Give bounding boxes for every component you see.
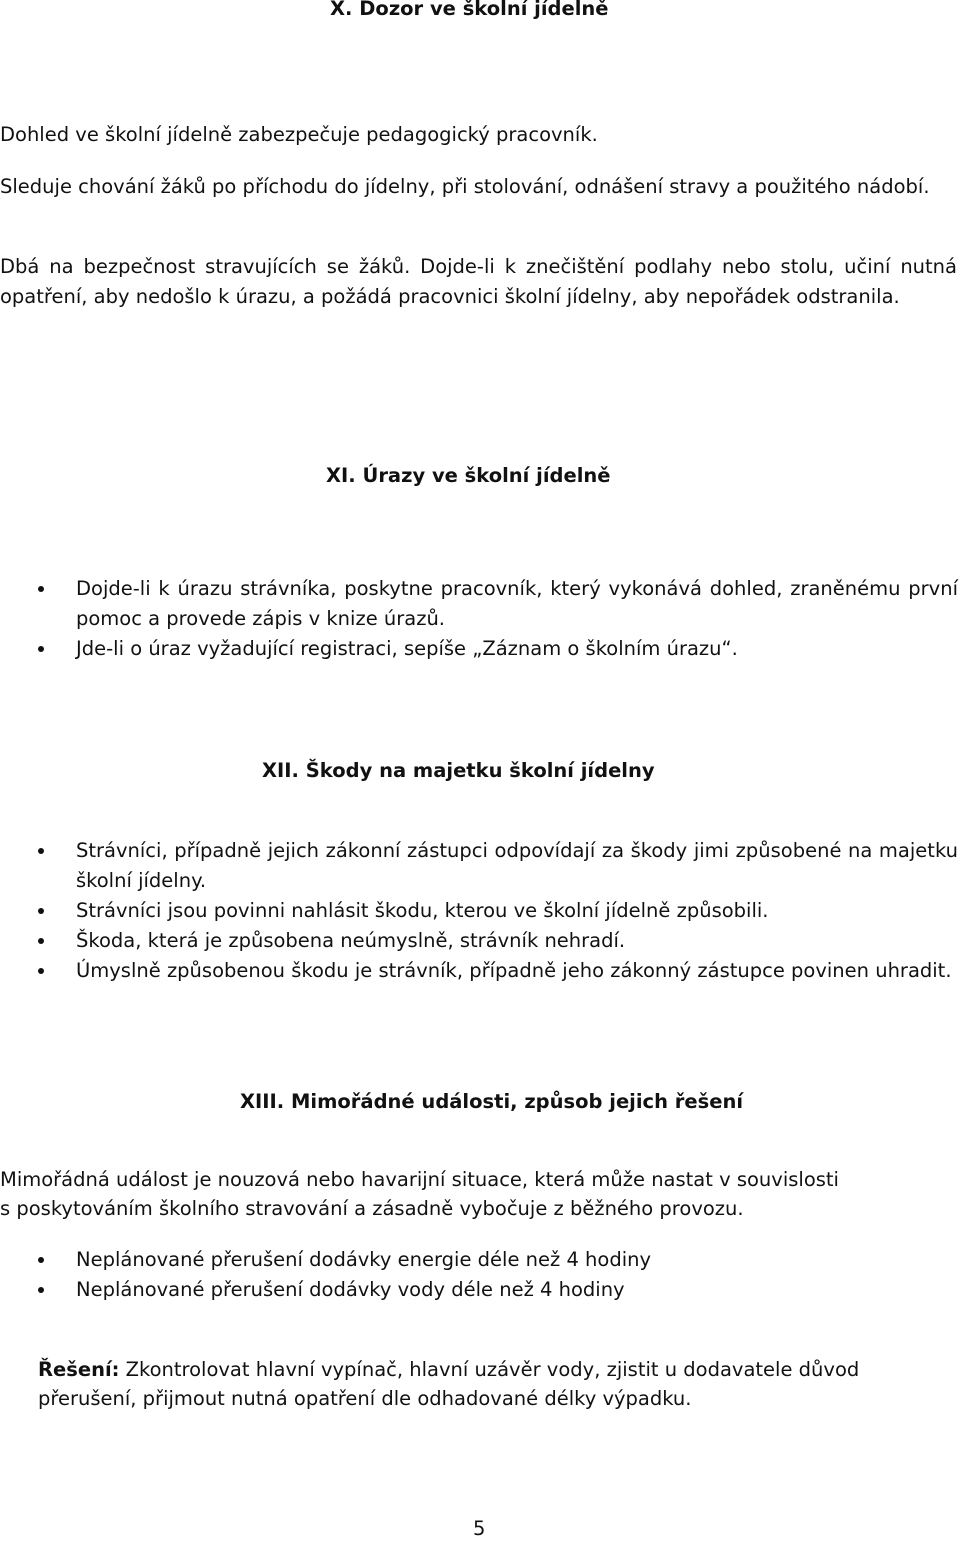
page-number: 5 [473, 1517, 486, 1540]
solution-line-1 [38, 1355, 859, 1385]
list-item [38, 896, 958, 926]
section-xi-bullet-list [38, 574, 958, 664]
list-item-text: Strávníci, případně jejich zákonní zástupci odpovídají za škody jimi způsobené na majetku školní jídelny. [76, 839, 958, 892]
section-x-title: X. Dozor ve školní jídelně [330, 0, 609, 20]
section-xiii-bullet-list [38, 1245, 958, 1305]
list-item [38, 956, 958, 986]
bullet-icon [38, 1287, 44, 1293]
list-item-text: Úmyslně způsobenou škodu je strávník, případně jeho zákonný zástupce povinen uhradit. [76, 959, 952, 982]
section-x-paragraph-2: Sleduje chování žáků po příchodu do jídelny, při stolování, odnášení stravy a použitého nádobí. [0, 175, 930, 198]
bullet-icon [38, 646, 44, 652]
solution-label: Řešení: [38, 1358, 120, 1381]
list-item [38, 836, 958, 896]
section-xiii-title: XIII. Mimořádné události, způsob jejich řešení [240, 1090, 744, 1113]
section-xiii-intro-line-1: Mimořádná událost je nouzová nebo havarijní situace, která může nastat v souvislosti [0, 1168, 839, 1191]
section-xii-title: XII. Škody na majetku školní jídelny [262, 759, 655, 782]
section-xiii-intro-line-2: s poskytováním školního stravování a zásadně vybočuje z běžného provozu. [0, 1197, 744, 1220]
solution-text-1: Zkontrolovat hlavní vypínač, hlavní uzávěr vody, zjistit u dodavatele důvod [119, 1358, 860, 1381]
section-x-paragraph-3: Dbá na bezpečnost stravujících se žáků. Dojde-li k znečištění podlahy nebo stolu, učiní nutná opatření, aby nedošlo k úrazu, a požádá pracovnici školní jídelny, aby nepořádek odstranila. [0, 255, 957, 308]
section-x-paragraph-1: Dohled ve školní jídelně zabezpečuje pedagogický pracovník. [0, 123, 598, 146]
list-item [38, 574, 958, 634]
section-xii-bullet-list [38, 836, 958, 986]
list-item [38, 926, 958, 956]
list-item-text: Škoda, která je způsobena neúmyslně, strávník nehradí. [76, 929, 626, 952]
list-item-text: Dojde-li k úrazu strávníka, poskytne pracovník, který vykonává dohled, zraněnému první pomoc a provede zápis v knize úrazů. [76, 577, 958, 630]
bullet-icon [38, 586, 44, 592]
bullet-icon [38, 938, 44, 944]
bullet-icon [38, 848, 44, 854]
solution-text-2: přerušení, přijmout nutná opatření dle odhadované délky výpadku. [38, 1387, 692, 1410]
list-item [38, 1275, 958, 1305]
bullet-icon [38, 908, 44, 914]
bullet-icon [38, 968, 44, 974]
list-item-text: Jde-li o úraz vyžadující registraci, sepíše „Záznam o školním úrazu“. [76, 637, 738, 660]
list-item-text: Neplánované přerušení dodávky energie déle než 4 hodiny [76, 1248, 652, 1271]
list-item-text: Strávníci jsou povinni nahlásit škodu, kterou ve školní jídelně způsobili. [76, 899, 769, 922]
list-item-text: Neplánované přerušení dodávky vody déle než 4 hodiny [76, 1278, 625, 1301]
bullet-icon [38, 1257, 44, 1263]
list-item [38, 1245, 958, 1275]
list-item [38, 634, 958, 664]
section-xi-title: XI. Úrazy ve školní jídelně [326, 464, 611, 487]
